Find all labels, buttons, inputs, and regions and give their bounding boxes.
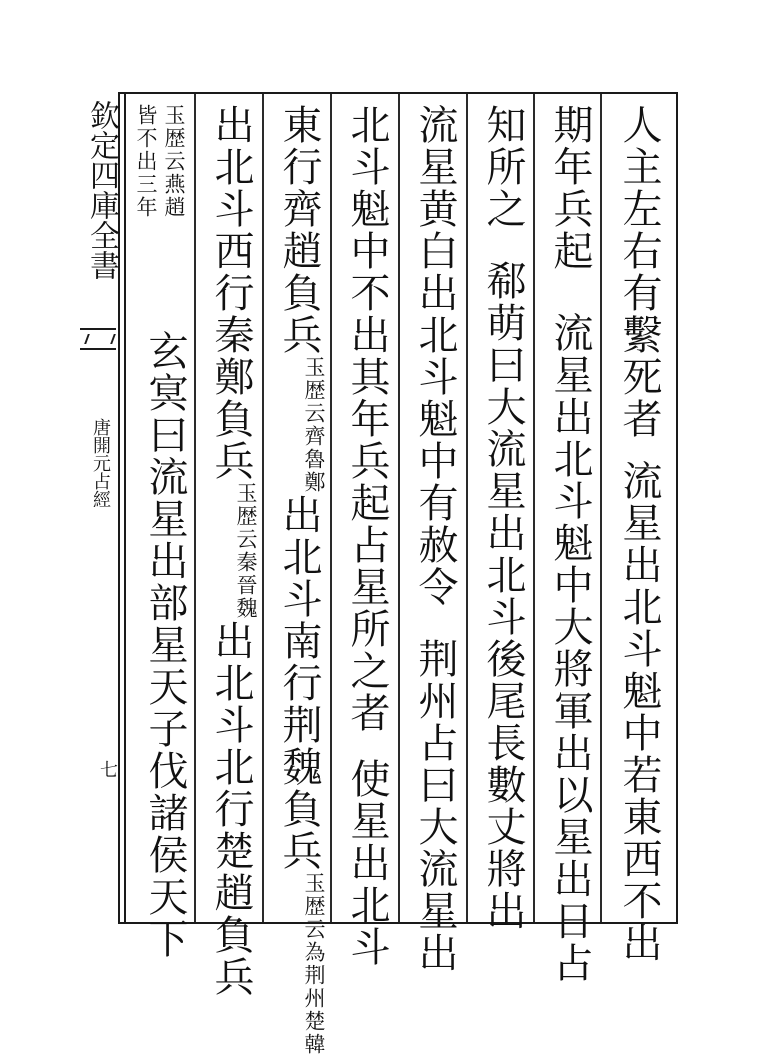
margin-column: [80, 100, 118, 920]
column-rule: [600, 94, 602, 922]
column-text: 出北斗西行秦鄭負兵: [208, 104, 254, 482]
book-title: 欽定四庫全書: [84, 100, 119, 280]
frame-inner-line: [124, 92, 126, 924]
column-rule: [262, 94, 264, 922]
column-text: 期年兵起: [547, 104, 593, 272]
column-text: 出北斗北行楚趙負兵: [208, 620, 254, 998]
column-text: 使星出北斗: [344, 758, 390, 968]
fish-tail-ornament: [80, 328, 116, 350]
text-column-3: [476, 104, 530, 932]
column-text: 出北斗南行荆魏負兵: [276, 494, 322, 872]
page-number: 七: [97, 760, 118, 778]
commentary-note-left: 皆不出三年: [134, 104, 158, 219]
column-text: 流星出北斗魁中大將軍出以星出日占: [547, 312, 593, 984]
commentary-note: 玉歴云秦晉魏: [234, 482, 258, 620]
text-column-7: [204, 104, 258, 998]
column-rule: [194, 94, 196, 922]
commentary-note: 玉歴云齊魯鄭: [302, 356, 326, 494]
column-rule: [398, 94, 400, 922]
column-text: 流星出北斗魁中若東西不出: [616, 460, 662, 964]
text-column-8: [138, 330, 192, 960]
commentary-note: 玉歴云為荆州楚韓: [302, 872, 326, 1056]
text-column-4: [408, 104, 462, 974]
column-text: 北斗魁中不出其年兵起占星所之者: [344, 104, 390, 734]
column-text: 郗萌曰大流星出北斗後尾長數丈將出: [480, 260, 526, 932]
volume-title: 唐開元占經: [90, 418, 111, 508]
column-text: 知所之: [480, 104, 526, 230]
column-text: 流星黄白出北斗魁中有赦令: [412, 104, 458, 608]
column-text: 東行齊趙負兵: [276, 104, 322, 356]
column-text: 荆州占曰大流星出: [412, 638, 458, 974]
column-rule: [533, 94, 535, 922]
text-column-2: [543, 104, 597, 984]
column-rule: [466, 94, 468, 922]
commentary-note-right: 玉歴云燕趙: [162, 104, 186, 219]
column-rule: [330, 94, 332, 922]
text-column-1: [612, 104, 666, 964]
text-column-5: [340, 104, 394, 968]
column-text: 玄㝠曰流星出部星天子伐諸侯天下: [142, 330, 188, 960]
text-column-6: [272, 104, 326, 1056]
column-text: 人主左右有繫死者: [616, 104, 662, 440]
